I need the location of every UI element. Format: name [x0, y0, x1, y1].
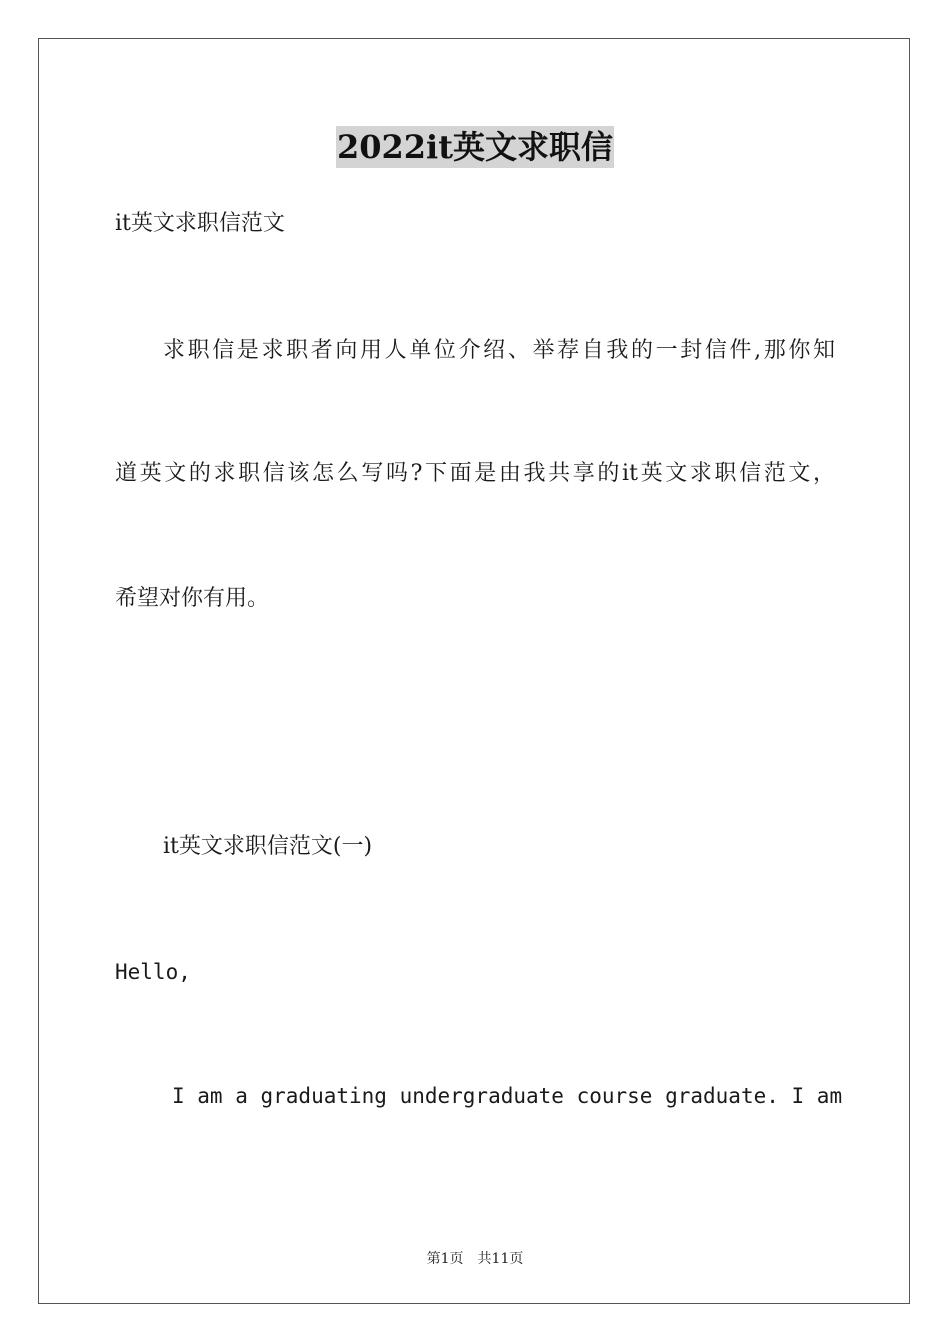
intro-line-3: 希望对你有用。	[115, 586, 270, 611]
intro-line-1: 求职信是求职者向用人单位介绍、举荐自我的一封信件,那你知	[163, 338, 835, 363]
page-number: 第1页	[426, 1251, 464, 1267]
page-footer	[0, 1248, 950, 1268]
document-title: 2022it英文求职信	[336, 128, 613, 166]
page-total: 共11页	[477, 1251, 524, 1267]
letter-body-line-1: I am a graduating undergraduate course graduate. I am	[172, 1084, 843, 1108]
greeting-line: Hello,	[115, 960, 191, 984]
section-heading: it英文求职信范文(一)	[163, 834, 373, 859]
title-container	[0, 126, 950, 168]
intro-line-2: 道英文的求职信该怎么写吗?下面是由我共享的it英文求职信范文，	[115, 461, 835, 486]
subtitle-line: it英文求职信范文	[115, 211, 285, 236]
